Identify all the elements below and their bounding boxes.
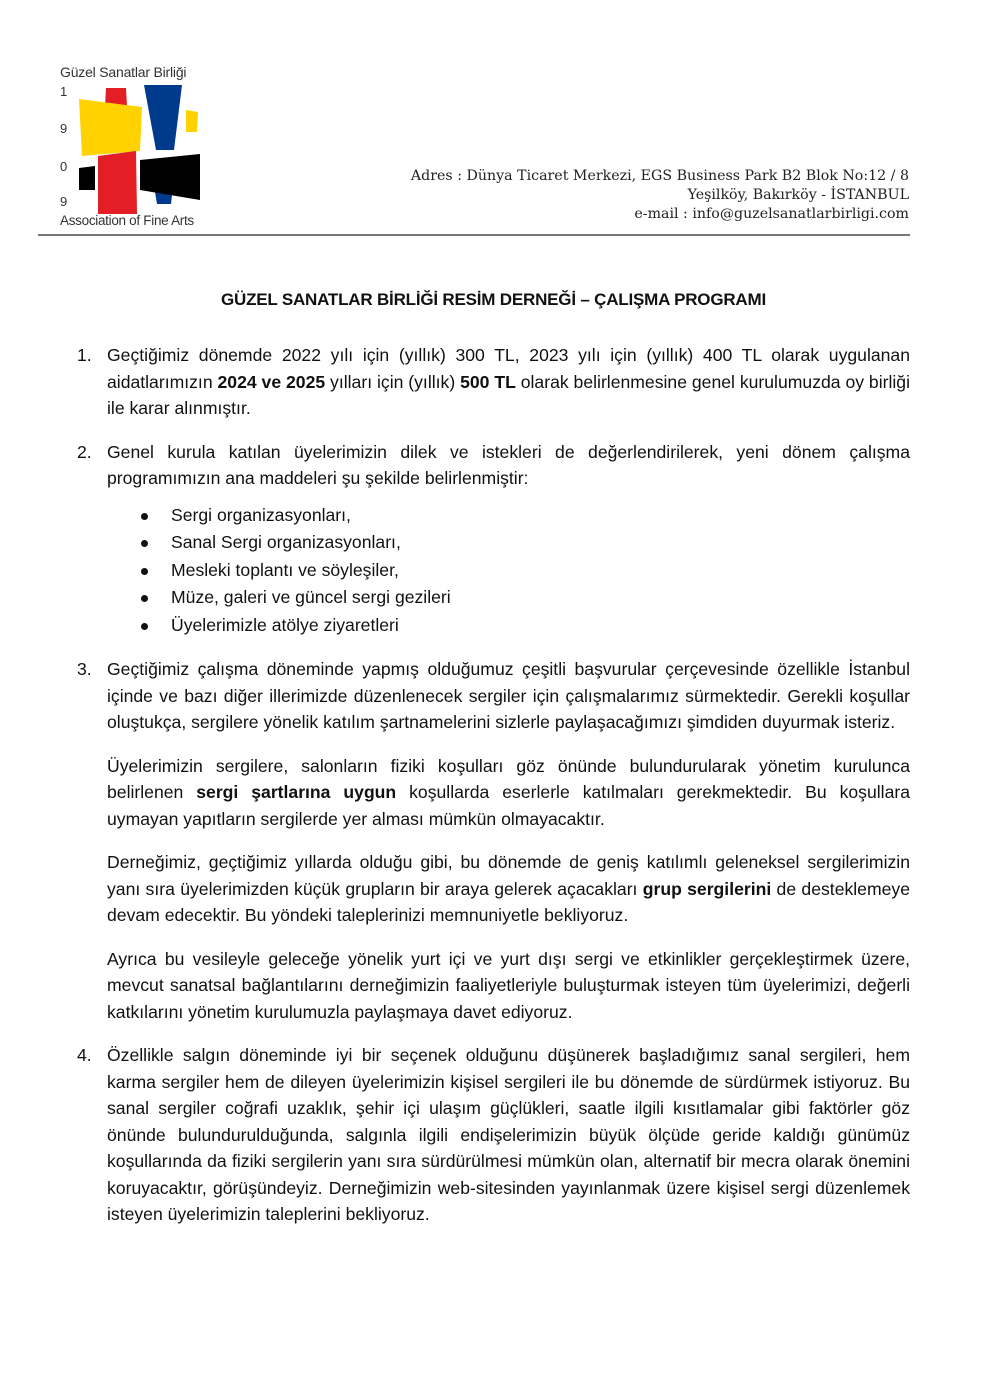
logo-title: Güzel Sanatlar Birliği bbox=[60, 64, 187, 80]
list-item bbox=[141, 502, 910, 530]
list-item-text: Müze, galeri ve güncel sergi gezileri bbox=[171, 587, 451, 607]
list-item-text: Sanal Sergi organizasyonları, bbox=[171, 532, 401, 552]
numbered-item-4 bbox=[77, 1042, 910, 1228]
paragraph bbox=[107, 342, 910, 422]
address-block bbox=[411, 167, 909, 224]
numbered-item-1 bbox=[77, 342, 910, 422]
logo-subtitle: Association of Fine Arts bbox=[60, 213, 194, 228]
bold-conditions: sergi şartlarına uygun bbox=[196, 782, 397, 802]
logo-year-digit: 9 bbox=[60, 194, 68, 209]
item-number: 1. bbox=[77, 345, 92, 365]
bold-fee: 500 TL bbox=[460, 371, 516, 392]
text: koşullarda eserlerle katılmaları gerekmektedir. Bu koşullara uymayan yapıtların sergilerde yer alması mümkün olmayacaktır. bbox=[107, 782, 910, 829]
list-item bbox=[141, 612, 910, 640]
bold-years: 2024 ve 2025 bbox=[217, 371, 326, 392]
logo bbox=[58, 64, 208, 234]
text: olarak belirlenmesine genel kurulumuzda oy birliği ile karar alınmıştır. bbox=[107, 371, 910, 418]
numbered-item-3 bbox=[77, 656, 910, 1025]
paragraph: Ayrıca bu vesileyle geleceğe yönelik yurt içi ve yurt dışı sergi ve etkinlikler gerçekleştirmek üzere, mevcut sanatsal bağlantılarını derneğimizin faaliyetleriyle buluşturmak isteyen tüm üyelerimizi, değerli katkılarını yönetim kurulumuzla paylaşmaya davet ediyoruz. bbox=[107, 948, 910, 1022]
text: yılları için (yıllık) bbox=[325, 371, 461, 392]
list-item-text: Üyelerimizle atölye ziyaretleri bbox=[171, 614, 399, 635]
text: Geçtiğimiz dönemde 2022 yılı için (yıllık) 300 TL, 2023 yılı için (yıllık) 400 TL olarak uygulanan aidatlarımızın bbox=[107, 345, 910, 392]
list-item-text: Sergi organizasyonları, bbox=[171, 504, 351, 525]
list-item bbox=[141, 529, 910, 557]
email-link[interactable]: e-mail : info@guzelsanatlarbirligi.com bbox=[634, 206, 909, 222]
bullet-icon bbox=[141, 568, 148, 575]
bullet-icon bbox=[141, 513, 148, 520]
bold-group-exhibitions: grup sergilerini bbox=[642, 878, 772, 899]
list-item-text: Mesleki toplantı ve söyleşiler, bbox=[171, 559, 399, 580]
item-number: 3. bbox=[77, 659, 92, 679]
header-divider bbox=[38, 234, 910, 236]
text: Derneğimiz, geçtiğimiz yıllarda olduğu gibi, bu dönemde de geniş katılımlı geleneksel sergilerimizin yanı sıra üyelerimizden küçük grupların bir araya gelerek açacakları bbox=[107, 852, 910, 899]
document-body bbox=[77, 342, 910, 1228]
bullet-icon bbox=[141, 540, 148, 547]
paragraph bbox=[107, 849, 910, 929]
program-bullet-list bbox=[107, 502, 910, 640]
paragraph: Genel kurula katılan üyelerimizin dilek ve istekleri de değerlendirilerek, yeni dönem çalışma programımızın ana maddeleri şu şekilde belirlenmiştir: bbox=[107, 441, 910, 488]
logo-year-digit: 0 bbox=[60, 159, 68, 174]
list-item bbox=[141, 584, 910, 612]
logo-year-digit: 1 bbox=[60, 84, 68, 99]
item-number: 2. bbox=[77, 441, 92, 462]
text: Üyelerimizin sergilere, salonların fiziki koşulları göz önünde bulundurularak yönetim kurulunca belirlenen bbox=[107, 755, 910, 802]
item-number: 4. bbox=[77, 1045, 92, 1065]
address-city: Yeşilköy, Bakırköy - İSTANBUL bbox=[687, 187, 909, 203]
logo-year-digit: 9 bbox=[60, 121, 68, 136]
page-title: GÜZEL SANATLAR BİRLİĞİ RESİM DERNEĞİ – ÇALIŞMA PROGRAMI bbox=[221, 290, 766, 309]
paragraph: Geçtiğimiz çalışma döneminde yapmış olduğumuz çeşitli başvurular çerçevesinde özellikle İstanbul içinde ve bazı diğer illerimizde düzenlenecek sergiler için çalışmalarımız sürmektedir. Gerekli koşullar oluştukça, sergilere yönelik katılım şartnamelerini sizlerle paylaşacağımızı şimdiden duyurmak isteriz. bbox=[107, 659, 910, 732]
paragraph bbox=[107, 753, 910, 833]
list-item bbox=[141, 557, 910, 585]
text: de desteklemeye devam edecektir. Bu yöndeki taleplerinizi memnuniyetle bekliyoruz. bbox=[107, 878, 910, 925]
bullet-icon bbox=[141, 623, 148, 630]
paragraph: Özellikle salgın döneminde iyi bir seçenek olduğunu düşünerek başladığımız sanal sergileri, hem karma sergiler hem de dileyen üyelerimizin kişisel sergileri ile bu dönemde de sürdürmek istiyoruz. Bu sanal sergiler coğrafi uzaklık, şehir içi ulaşım güçlükleri, saatle ilgili kısıtlamalar gibi faktörler göz önünde bulundurulduğunda, salgınla ilgili endişelerimizin büyük ölçüde geride kaldığı günümüz koşullarında da fiziki sergilerin yanı sıra sürdürülmesi mümkün olan, alternatif bir mecra olarak önemini koruyacaktır, görüşündeyiz. Derneğimizin web-sitesinden yayınlanmak üzere kişisel sergi düzenlemek isteyen üyelerimizin taleplerini bekliyoruz. bbox=[107, 1045, 910, 1224]
address-line: Adres : Dünya Ticaret Merkezi, EGS Business Park B2 Blok No:12 / 8 bbox=[410, 168, 909, 184]
numbered-item-2 bbox=[77, 439, 910, 640]
bullet-icon bbox=[141, 595, 148, 602]
logo-artwork-icon bbox=[58, 64, 208, 214]
